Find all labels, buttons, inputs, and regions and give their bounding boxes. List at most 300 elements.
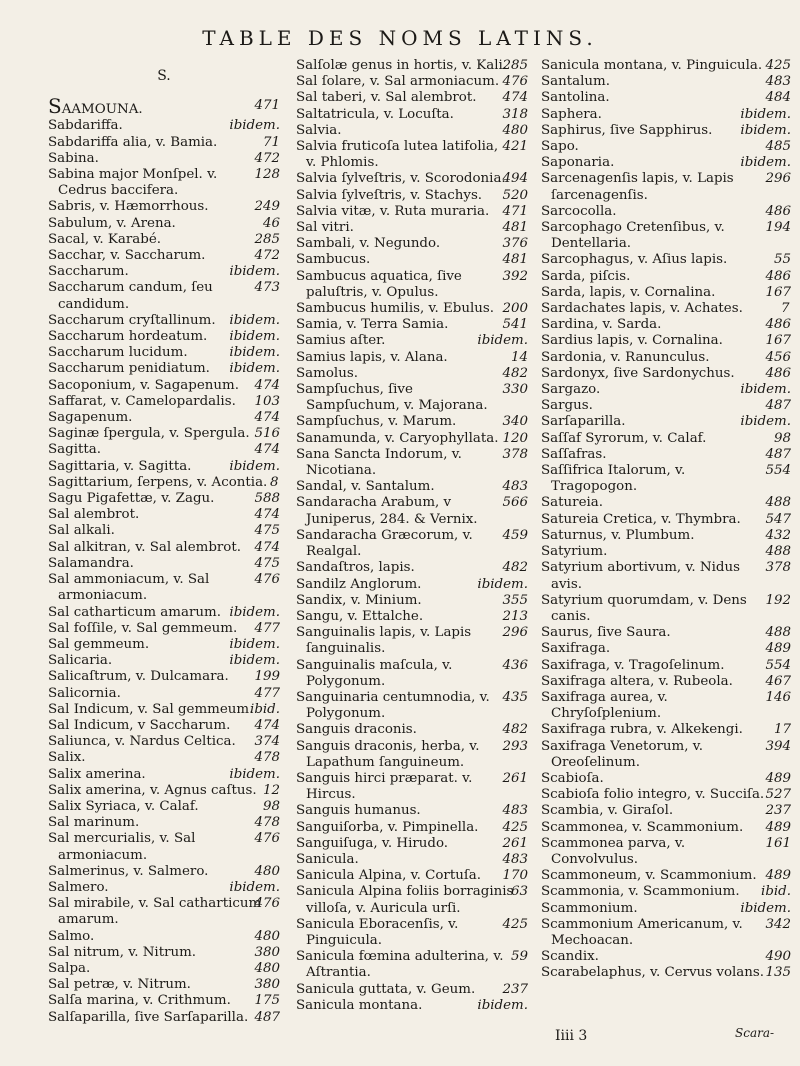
- entry-term: Sanguinalis lapis, v. Lapis ſanguinalis.: [296, 625, 472, 657]
- page-reference: 554: [765, 463, 791, 479]
- entry-term: Sandaracha Græcorum, v. Realgal.: [296, 527, 473, 560]
- entry-term: Saurus, ſive Saura.: [541, 625, 671, 641]
- entry-line: [296, 739, 528, 771]
- entry-term: Salvia ſylveſtris, v. Stachys.: [296, 187, 483, 203]
- entry-term: Scammonia, v. Scammonium.: [541, 884, 740, 900]
- entry-line: [296, 836, 528, 852]
- page-reference: 161: [765, 835, 791, 851]
- page-reference: 516: [254, 426, 280, 442]
- entry-line: [48, 151, 280, 167]
- entry-term: Sandilz Anglorum.: [296, 576, 422, 592]
- entry-term: Sal alkali.: [48, 523, 115, 539]
- entry-term: Saxifraga Venetorum, v. Oreoſelinum.: [541, 738, 703, 770]
- index-entry: [541, 836, 791, 868]
- entry-term: Sacoponium, v. Sagapenum.: [48, 377, 239, 393]
- page-reference: 566: [502, 495, 528, 511]
- entry-line: [541, 868, 791, 884]
- entry-term: Sal alembrot.: [48, 507, 140, 523]
- index-entry: [296, 722, 528, 738]
- page-reference: 520: [502, 187, 528, 203]
- page-reference: 473: [254, 280, 280, 296]
- page-reference: 475: [254, 555, 280, 571]
- page-reference: 296: [765, 171, 791, 187]
- entry-line: [48, 329, 280, 345]
- entry-line: [541, 139, 791, 155]
- entry-term: Sandaracha Arabum, v Juniperus, 284. & Vernix.: [296, 495, 478, 527]
- page-reference: ibidem.: [229, 312, 280, 328]
- entry-line: [541, 204, 791, 220]
- entry-term: Samia, v. Terra Samia.: [296, 317, 449, 333]
- entry-term: Sardius lapis, v. Cornalina.: [541, 333, 723, 349]
- index-entry: [541, 139, 791, 155]
- index-entry: [48, 896, 280, 928]
- page-reference: 394: [765, 738, 791, 754]
- index-entry: [48, 977, 280, 993]
- index-entry: [296, 917, 528, 949]
- entry-line: [48, 394, 280, 410]
- entry-line: [296, 58, 528, 74]
- entry-term: Sanguinaria centumnodia, v. Polygonum.: [296, 689, 490, 722]
- entry-term: Satureia Cretica, v. Thymbra.: [541, 511, 741, 527]
- entry-term: Sandal, v. Santalum.: [296, 479, 435, 495]
- signature-mark: Iiii 3: [555, 1028, 588, 1044]
- index-entry: [48, 540, 280, 556]
- index-entry: [296, 333, 528, 349]
- entry-term: Sal Indicum, v Saccharum.: [48, 717, 231, 733]
- page-reference: ibidem.: [229, 766, 280, 782]
- entry-line: [541, 495, 791, 511]
- entry-line: [541, 820, 791, 836]
- entry-term: Samius lapis, v. Alana.: [296, 349, 448, 365]
- entry-line: [48, 216, 280, 232]
- entry-line: [296, 317, 528, 333]
- page-reference: 55: [773, 252, 791, 268]
- page-reference: 425: [502, 819, 528, 835]
- index-entry: [296, 139, 528, 171]
- index-entry: [48, 686, 280, 702]
- index-entry: [296, 74, 528, 90]
- index-entry: [541, 658, 791, 674]
- entry-line: [296, 236, 528, 252]
- entry-line: [48, 118, 280, 134]
- page-reference: 378: [765, 560, 791, 576]
- entry-line: 8 Sagittarium, ſerpens, v. Acontia.: [48, 474, 279, 490]
- index-entry: [541, 301, 791, 317]
- index-entry: [296, 577, 528, 593]
- page-reference: 486: [765, 268, 791, 284]
- page-reference: 459: [502, 527, 528, 543]
- page-reference: 380: [254, 944, 280, 960]
- index-entry: [48, 750, 280, 766]
- page-reference: ibidem.: [740, 122, 791, 138]
- page-reference: ibidem.: [229, 653, 280, 669]
- entry-term: Sanguis draconis, herba, v. Lapathum ſanguineum.: [296, 738, 480, 770]
- entry-line: [48, 540, 280, 556]
- entry-term: Salicaſtrum, v. Dulcamara.: [48, 669, 229, 685]
- page-reference: 486: [765, 203, 791, 219]
- entry-line: [541, 884, 791, 900]
- entry-term: Sarda, lapis, v. Cornalina.: [541, 284, 716, 300]
- entry-line: [48, 507, 280, 523]
- entry-term: Scabioſa folio integro, v. Succiſa.: [541, 787, 765, 803]
- entry-term: Sal gemmeum.: [48, 636, 150, 652]
- entry-line: [48, 523, 280, 539]
- entry-line: [541, 739, 791, 771]
- entry-line: [541, 836, 791, 868]
- page-reference: 120: [502, 430, 528, 446]
- page-reference: 481: [502, 252, 528, 268]
- index-entry: [48, 280, 280, 312]
- entry-line: [296, 479, 528, 495]
- index-entry: [541, 917, 791, 949]
- index-entry: [296, 495, 528, 527]
- entry-term: Sarcophagus, v. Aſius lapis.: [541, 252, 728, 268]
- entry-term: Sanicula montana.: [296, 997, 423, 1013]
- entry-term: Sardonia, v. Ranunculus.: [541, 349, 710, 365]
- index-entry: [541, 431, 791, 447]
- entry-line: [296, 690, 528, 722]
- page-reference: 376: [502, 236, 528, 252]
- entry-line: [296, 998, 528, 1014]
- entry-term: Sanguis humanus.: [296, 803, 421, 819]
- index-entry: [48, 864, 280, 880]
- index-entry: [541, 771, 791, 787]
- entry-line: [48, 491, 280, 507]
- index-entry: [541, 512, 791, 528]
- entry-line: [541, 463, 791, 495]
- entry-term: SAAMOUNA.: [48, 94, 143, 119]
- entry-line: [541, 350, 791, 366]
- index-entry: [48, 345, 280, 361]
- index-entry: [541, 901, 791, 917]
- index-entry: [296, 236, 528, 252]
- entry-line: [48, 442, 280, 458]
- entry-line: [296, 333, 528, 349]
- entry-term: Sanicula Alpina foliis borraginis villoſa, v. Auricula urſi.: [296, 884, 514, 916]
- entry-term: Salſa marina, v. Crithmum.: [48, 993, 231, 1009]
- entry-term: Salix.: [48, 750, 86, 766]
- entry-line: [296, 204, 528, 220]
- page-reference: 480: [502, 122, 528, 138]
- page-reference: ibidem.: [229, 458, 280, 474]
- entry-term: Scammoneum, v. Scammonium.: [541, 868, 757, 884]
- index-entry: [541, 544, 791, 560]
- page-reference: 487: [254, 1009, 280, 1025]
- index-entry: [296, 350, 528, 366]
- entry-term: Saphirus, ſive Sapphirus.: [541, 122, 713, 138]
- entry-line: [296, 171, 528, 187]
- entry-term: Sagitta.: [48, 442, 102, 458]
- page-reference: 194: [765, 220, 791, 236]
- entry-term: Sal foſſile, v. Sal gemmeum.: [48, 620, 238, 636]
- page-reference: ibidem.: [229, 264, 280, 280]
- entry-line: [541, 58, 791, 74]
- entry-term: Sambucus aquatica, ſive paluſtris, v. Opulus.: [296, 268, 462, 300]
- entry-line: [296, 350, 528, 366]
- index-entry: [48, 216, 280, 232]
- page-reference: 476: [254, 896, 280, 912]
- entry-line: [296, 301, 528, 317]
- entry-term: Saccharum cryſtallinum.: [48, 312, 216, 328]
- entry-line: [541, 949, 791, 965]
- page-reference: 474: [254, 442, 280, 458]
- entry-line: [296, 658, 528, 690]
- page-reference: 485: [765, 139, 791, 155]
- entry-line: [541, 803, 791, 819]
- index-entry: [541, 350, 791, 366]
- entry-line: [48, 880, 280, 896]
- entry-line: [48, 621, 280, 637]
- entry-term: Salix amerina.: [48, 766, 146, 782]
- entry-term: Sargazo.: [541, 382, 601, 398]
- entry-term: Sanicula guttata, v. Geum.: [296, 981, 476, 997]
- page-reference: 483: [502, 479, 528, 495]
- index-entry: [541, 868, 791, 884]
- entry-term: Salſolæ genus in hortis, v. Kali.: [296, 58, 508, 73]
- index-entry: [296, 447, 528, 479]
- entry-term: Sanguinalis maſcula, v. Polygonum.: [296, 657, 453, 689]
- page-reference: 471: [254, 98, 280, 114]
- entry-line: [48, 605, 280, 621]
- page-reference: 480: [254, 928, 280, 944]
- entry-line: [541, 252, 791, 268]
- page-reference: 588: [254, 491, 280, 507]
- entry-term: Saliunca, v. Nardus Celtica.: [48, 734, 236, 750]
- entry-term: Sabina major Monſpel. v. Cedrus baccifera.: [48, 167, 218, 199]
- page-reference: 237: [765, 803, 791, 819]
- index-entry: [541, 641, 791, 657]
- entry-line: [541, 641, 791, 657]
- entry-term: Sal Indicum, v. Sal gemmeum.: [48, 701, 254, 717]
- entry-line: [48, 459, 280, 475]
- entry-line: [48, 167, 280, 199]
- index-entry: [296, 625, 528, 657]
- index-entry: [541, 366, 791, 382]
- entry-line: 7 Sardachates lapis, v. Achates.: [541, 301, 790, 317]
- index-entry: [296, 90, 528, 106]
- page-reference: 146: [765, 689, 791, 705]
- page-reference: 425: [765, 58, 791, 73]
- index-entry: [48, 831, 280, 863]
- index-entry: [541, 625, 791, 641]
- page-reference: 170: [502, 868, 528, 884]
- entry-line: [541, 90, 791, 106]
- entry-term: Sarcophago Cretenſibus, v. Dentellaria.: [541, 220, 725, 252]
- index-entry: [48, 199, 280, 215]
- entry-term: Saſſaf Syrorum, v. Calaf.: [541, 430, 707, 446]
- entry-line: [541, 366, 791, 382]
- entry-term: Salſaparilla, ſive Sarſaparilla.: [48, 1009, 249, 1025]
- index-entry: [48, 361, 280, 377]
- page-reference: 488: [765, 625, 791, 641]
- entry-term: Sagapenum.: [48, 410, 133, 426]
- index-entry: [296, 771, 528, 803]
- index-entry: [541, 593, 791, 625]
- page-reference: 167: [765, 284, 791, 300]
- entry-term: Saponaria.: [541, 155, 615, 171]
- entry-term: Sapo.: [541, 139, 579, 155]
- entry-term: Santalum.: [541, 74, 611, 90]
- entry-line: [296, 431, 528, 447]
- entry-line: [541, 560, 791, 592]
- entry-term: Sal taberi, v. Sal alembrot.: [296, 90, 477, 106]
- index-entry: [296, 803, 528, 819]
- page-reference: 483: [765, 74, 791, 90]
- entry-term: Sanicula montana, v. Pinguicula.: [541, 58, 763, 73]
- index-entry: [296, 123, 528, 139]
- index-entry: [296, 301, 528, 317]
- page-reference: ibidem.: [229, 879, 280, 895]
- entry-line: [296, 560, 528, 576]
- page-reference: 474: [254, 410, 280, 426]
- index-entry: [48, 767, 280, 783]
- entry-term: Scammonium Americanum, v. Mechoacan.: [541, 916, 743, 948]
- entry-term: Scammonea parva, v. Convolvulus.: [541, 835, 686, 867]
- entry-line: [296, 414, 528, 430]
- entry-line: [541, 220, 791, 252]
- page-reference: 488: [765, 495, 791, 511]
- index-entry: [296, 739, 528, 771]
- page-reference: 474: [254, 377, 280, 393]
- page-reference: 488: [765, 544, 791, 560]
- entry-term: Sal ammoniacum, v. Sal armoniacum.: [48, 572, 210, 604]
- entry-term: Sal mirabile, v. Sal catharticum amarum.: [48, 896, 262, 928]
- page-reference: 330: [502, 382, 528, 398]
- index-entry: [48, 151, 280, 167]
- entry-term: Sardina, v. Sarda.: [541, 317, 662, 333]
- entry-term: Sal ſolare, v. Sal armoniacum.: [296, 74, 500, 90]
- index-entry: [541, 398, 791, 414]
- entry-line: [541, 787, 791, 803]
- index-entry: [541, 58, 791, 74]
- entry-line: [541, 625, 791, 641]
- index-entry: [296, 884, 528, 916]
- page-reference: 249: [254, 199, 280, 215]
- entry-line: [48, 718, 280, 734]
- page-reference: 487: [765, 398, 791, 414]
- index-entry: [296, 431, 528, 447]
- catchword: Scara-: [735, 1026, 775, 1040]
- index-entry: [48, 815, 280, 831]
- page-reference: 483: [502, 851, 528, 867]
- entry-line: [541, 528, 791, 544]
- entry-line: [48, 637, 280, 653]
- page-reference: 378: [502, 446, 528, 462]
- index-entry: [48, 556, 280, 572]
- entry-term: Sabdariffa alia, v. Bamia.: [48, 134, 218, 150]
- page-reference: 456: [765, 349, 791, 365]
- page-reference: 342: [765, 916, 791, 932]
- page-reference: 472: [254, 248, 280, 264]
- entry-term: Salmerinus, v. Salmero.: [48, 863, 209, 879]
- entry-term: Sacal, v. Karabé.: [48, 231, 162, 247]
- index-entry: [541, 382, 791, 398]
- index-entry: [541, 414, 791, 430]
- entry-line: [296, 123, 528, 139]
- entry-term: Sargus.: [541, 398, 593, 414]
- page-reference: 192: [765, 592, 791, 608]
- entry-term: Saltatricula, v. Locuſta.: [296, 106, 454, 122]
- page-reference: 435: [502, 689, 528, 705]
- entry-term: Sanicula fœmina adulterina, v. Aſtrantia.: [296, 949, 504, 981]
- page-reference: 213: [502, 608, 528, 624]
- entry-term: Scandix.: [541, 949, 599, 965]
- entry-term: Salvia.: [296, 122, 342, 138]
- entry-term: Sarda, piſcis.: [541, 268, 631, 284]
- index-entry: [296, 188, 528, 204]
- entry-line: [541, 123, 791, 139]
- entry-term: Sal petræ, v. Nitrum.: [48, 977, 191, 993]
- page-reference: 478: [254, 750, 280, 766]
- entry-line: [48, 945, 280, 961]
- entry-term: Sanicula Alpina, v. Cortuſa.: [296, 868, 482, 884]
- index-entry: [48, 118, 280, 134]
- entry-term: Sal mercurialis, v. Sal armoniacum.: [48, 831, 196, 863]
- page-reference: 261: [502, 835, 528, 851]
- index-entry: [541, 495, 791, 511]
- entry-line: [48, 426, 280, 442]
- page-reference: ibidem.: [740, 106, 791, 122]
- entry-line: [296, 495, 528, 527]
- index-entry: [541, 965, 791, 981]
- entry-line: [296, 722, 528, 738]
- page-reference: 63: [510, 884, 528, 900]
- entry-term: Salix Syriaca, v. Calaf.: [48, 798, 199, 814]
- entry-line: [48, 686, 280, 702]
- page-reference: 436: [502, 657, 528, 673]
- page-reference: 484: [765, 90, 791, 106]
- entry-term: Saxifraga aurea, v. Chryſoſplenium.: [541, 689, 668, 722]
- entry-term: Sandaſtros, lapis.: [296, 560, 415, 576]
- entry-line: [296, 868, 528, 884]
- entry-term: Saxifraga rubra, v. Alkekengi.: [541, 722, 743, 738]
- entry-line: [541, 901, 791, 917]
- entry-line: [48, 669, 280, 685]
- index-entry: [48, 1010, 280, 1026]
- entry-line: [296, 803, 528, 819]
- page-reference: ibidem.: [477, 333, 528, 349]
- entry-term: Salmero.: [48, 879, 109, 895]
- entry-term: Sal catharticum amarum.: [48, 604, 221, 620]
- entry-term: Sagittaria, v. Sagitta.: [48, 458, 192, 474]
- entry-line: [296, 252, 528, 268]
- entry-term: Salmo.: [48, 928, 95, 944]
- entry-term: Saffarat, v. Camelopardalis.: [48, 393, 236, 409]
- index-entry: [48, 961, 280, 977]
- page-reference: 103: [254, 393, 280, 409]
- page-reference: 98: [773, 430, 791, 446]
- index-entry: [541, 74, 791, 90]
- page-reference: 59: [510, 949, 528, 965]
- index-entry: [48, 880, 280, 896]
- index-entry: [541, 252, 791, 268]
- index-entry: [296, 317, 528, 333]
- index-entry: [296, 820, 528, 836]
- index-entry: [296, 949, 528, 981]
- page-reference: 486: [765, 317, 791, 333]
- entry-term: Santolina.: [541, 90, 610, 106]
- entry-line: [296, 593, 528, 609]
- entry-line: [48, 135, 280, 151]
- entry-term: Sanguiſorba, v. Pimpinella.: [296, 819, 479, 835]
- index-entry: [48, 702, 280, 718]
- entry-line: [296, 107, 528, 123]
- index-entry: [48, 410, 280, 426]
- entry-line: [48, 410, 280, 426]
- page-reference: 380: [254, 977, 280, 993]
- entry-line: [296, 852, 528, 868]
- index-entry: [296, 852, 528, 868]
